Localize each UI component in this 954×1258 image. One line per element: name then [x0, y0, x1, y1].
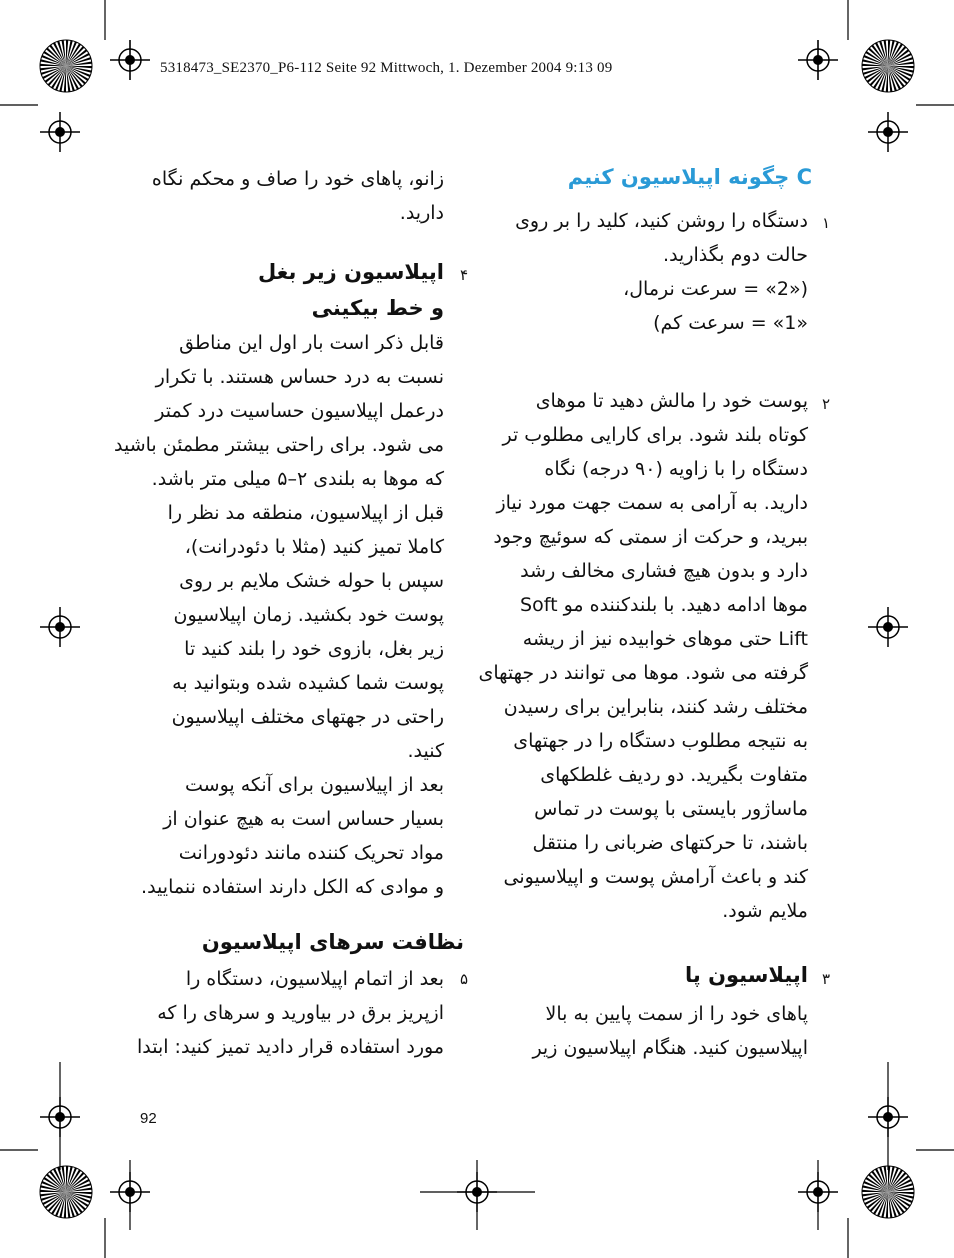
text-line: («2» = سرعت نرمال، [623, 278, 808, 300]
text-line: پوست خود بکشید. زمان اپیلاسیون [173, 604, 444, 626]
text-line: سپس با حوله خشک ملایم بر روی [179, 570, 444, 592]
left-column [113, 160, 468, 1110]
crosshair-dot [883, 622, 893, 632]
text-line: قابل ذکر است بار اول این مناطق [179, 332, 444, 354]
text-line: پوست شما کشیده شده وبتوانید به [172, 672, 444, 694]
text-line: حالت دوم بگذارید. [663, 244, 808, 266]
text-line: کاملا تمیز کنید (مثلا با دئودرانت)، [184, 536, 444, 558]
text-line: اپیلاسیون کنید. هنگام اپیلاسیون زیر [532, 1037, 808, 1059]
page-number: 92 [140, 1110, 157, 1127]
text-line: می شود. برای راحتی بیشتر مطمئن باشید [113, 434, 444, 456]
text-line: پوست خود را مالش دهید تا موهای [535, 390, 808, 412]
text-line: زیر بغل، بازوی خود را بلند کنید تا [184, 638, 444, 660]
step-2-number: ۲ [821, 396, 830, 413]
text-line: دارد و بدون هیچ فشاری مخالف رشد [520, 560, 808, 582]
text-line: بعد از اتمام اپیلاسیون، دستگاه را [185, 968, 444, 990]
text-line: راحتی در جهتهای مختلف اپیلاسیون [171, 706, 444, 728]
crosshair-dot [55, 127, 65, 137]
text-line: و موادی که الکل دارند استفاده ننمایید. [141, 876, 444, 898]
section-heading-c: C چگونه اپیلاسیون کنیم [567, 165, 812, 189]
text-line: کنید. [407, 740, 444, 762]
text-line: موها ادامه دهید. با بلندکننده مو Soft [520, 594, 808, 616]
step-4-number: ۴ [459, 267, 468, 284]
text-line: Lift حتی موهای خوابیده نیز از ریشه [522, 628, 808, 650]
text-line: مختلف رشد کنند، بنابراین برای رسیدن [503, 696, 808, 718]
step-1-number: ۱ [821, 215, 830, 232]
text-line: کوتاه بلند شود. برای کارایی مطلوب تر [502, 424, 808, 446]
text-line: متفاوت بگیرید. دو ردیف غلطکهای [540, 764, 808, 786]
text-line: دستگاه را با زاویه (۹۰ درجه) نگاه [544, 458, 808, 480]
text-line: و خط بیکینی [311, 296, 444, 320]
text-line: بعد از اپیلاسیون برای آنکه پوست [185, 774, 444, 796]
text-line: مواد تحریک کننده مانند دئودورانت [178, 842, 444, 864]
text-line: پاهای خود را از سمت پایین به بالا [545, 1003, 808, 1025]
text-line: ملایم شود. [722, 900, 808, 922]
text-line: نسبت به درد حساس هستند. با تکرار [155, 366, 444, 388]
text-line: اپیلاسیون زیر بغل [257, 260, 444, 284]
step-3-heading: اپیلاسیون پا [685, 963, 808, 987]
text-line: مورد استفاده قرار دادید تمیز کنید: ابتدا [136, 1036, 444, 1058]
text-line: ببرید، و حرکت از سمتی که سوئیچ وجود [493, 526, 808, 548]
text-line: دارید. به آرامی به سمت جهت مورد نیاز [496, 492, 808, 514]
step-3-number: ۳ [821, 971, 830, 988]
crosshair-dot [55, 622, 65, 632]
text-line: ماساژور بایستی با پوست در تماس [534, 798, 808, 820]
text-line: «1» = سرعت کم) [653, 312, 808, 334]
cleaning-heading: نظافت سرهای اپیلاسیون [201, 930, 464, 954]
step-5-number: ۵ [459, 971, 468, 988]
text-line: درعمل اپیلاسیون حساسیت درد کمتر [155, 400, 444, 422]
text-line: دستگاه را روشن کنید، کلید را بر روی [515, 210, 808, 232]
right-column [478, 160, 830, 1110]
text-line: به نتیجه مطلوب دستگاه را در جهتهای [513, 730, 808, 752]
crosshair-dot [883, 127, 893, 137]
text-line: کند و باعث آرامش پوست و اپیلاسیونی [503, 866, 808, 888]
text-line: ازپریز برق در بیاورید و سرهای را که [157, 1002, 444, 1024]
text-line: باشند، تا حرکتهای ضربانی را منتقل [532, 832, 808, 854]
print-slug-header: 5318473_SE2370_P6-112 Seite 92 Mittwoch, 1. Dezember 2004 9:13 09 [160, 60, 613, 76]
text-line: بسیار حساس است به هیچ عنوان از [163, 808, 444, 830]
text-line: زانو، پاهای خود را صاف و محکم نگاه [151, 168, 444, 190]
text-line: گرفته می شود. موها می توانند در جهتهای [478, 662, 808, 684]
text-line: دارید. [399, 202, 444, 224]
text-line: قبل از اپیلاسیون، منطقه مد نظر را [167, 502, 444, 524]
text-line: که موها به بلندی ۲–۵ میلی متر باشد. [151, 468, 444, 490]
